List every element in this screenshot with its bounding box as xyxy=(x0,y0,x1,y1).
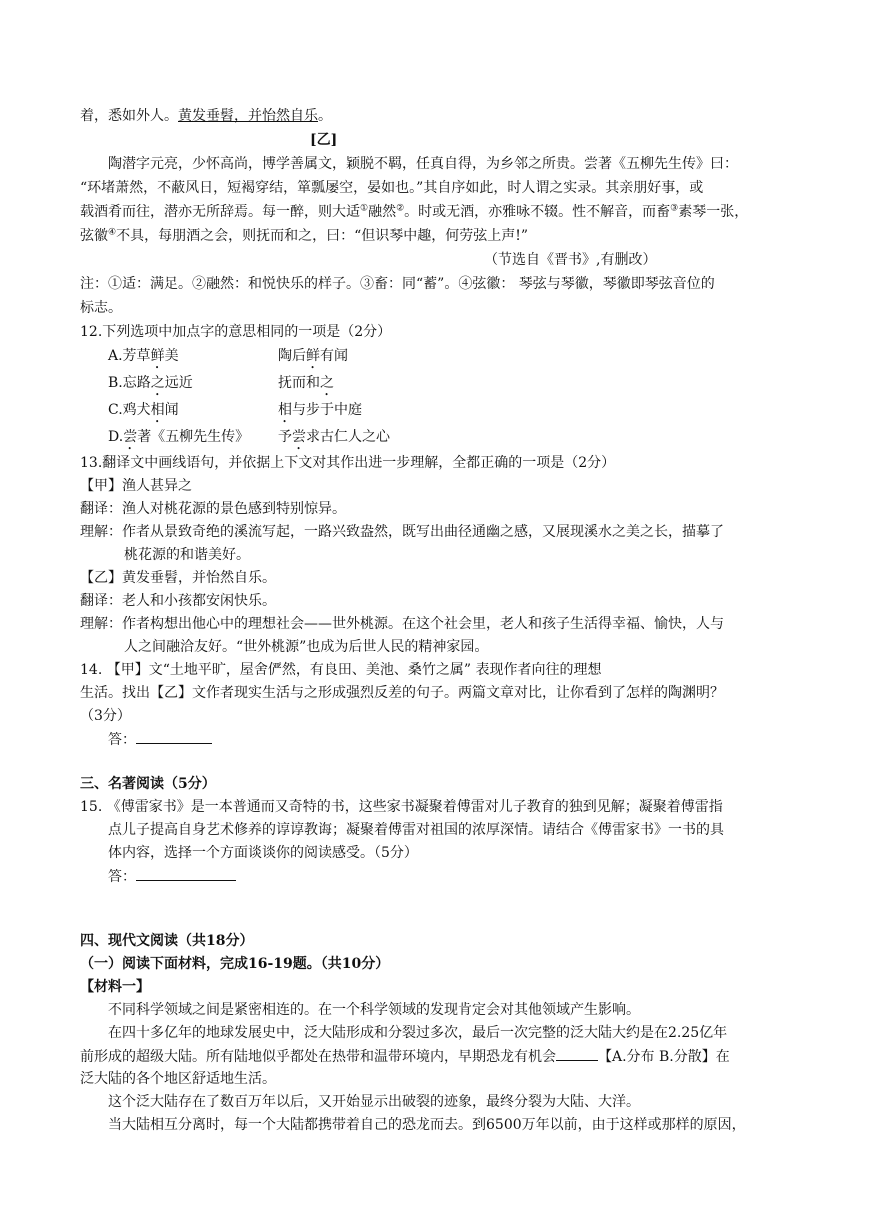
notes-line-2: 标志。 xyxy=(80,300,122,316)
material-1-para-2b[interactable] xyxy=(80,1046,730,1067)
q15-answer-blank[interactable] xyxy=(136,866,236,881)
section-4-heading: 四、现代文阅读（共18分） xyxy=(80,933,254,949)
footnote-mark-4: ④ xyxy=(108,227,117,238)
q12-b-r-dot: 之 xyxy=(320,375,334,391)
yi-text-line-3 xyxy=(80,202,748,222)
yi-l3-a: 载酒肴而往，潜亦无所辞焉。每一醉，则大适 xyxy=(80,204,360,220)
fill-blank[interactable] xyxy=(556,1046,598,1061)
q12-a-r-pre: 陶后 xyxy=(278,348,306,364)
q12-c-r-post: 与步于中庭 xyxy=(292,402,362,418)
section-4-subheading: （一）阅读下面材料，完成16-19题。（共10分） xyxy=(80,956,390,972)
yi-text-line-2: “环堵萧然，不蔽风日，短褐穿结，箪瓢屡空，晏如也。”其自序如此，时人谓之实录。其亲朋好事，或 xyxy=(80,180,704,196)
q12-d-l-pre: D. xyxy=(108,429,124,445)
q13-jia-understanding-2: 桃花源的和谐美好。 xyxy=(124,547,250,563)
q12-c-l-dot: 相 xyxy=(150,402,165,418)
q12-option-d-left xyxy=(108,427,249,453)
q15-line-1: 15. 《傅雷家书》是一本普通而又奇特的书，这些家书凝聚着傅雷对儿子教育的独到见解；凝聚着傅雷指 xyxy=(80,799,723,815)
q15-answer-label: 答： xyxy=(108,869,136,885)
q12-b-l-dot: 之 xyxy=(150,375,165,391)
q14-answer-label: 答： xyxy=(108,732,136,748)
material-1-para-2d: 泛大陆的各个地区舒适地生活。 xyxy=(80,1071,276,1087)
q14-line-3: （3分） xyxy=(80,708,131,724)
q12-option-c-right xyxy=(278,400,362,426)
q13-stem: 13.翻译文中画线语句，并依据上下文对其作出进一步理解，全都正确的一项是（2分） xyxy=(80,455,616,471)
q12-d-r-post: 求古仁人之心 xyxy=(306,429,390,445)
yi-l3-c: 。时或无酒，亦雅咏不辍。性不解音，而畜 xyxy=(404,204,671,220)
q12-a-l-post: 美 xyxy=(164,348,179,364)
q15-answer-line[interactable] xyxy=(108,866,236,887)
material-1-para-1: 不同科学领域之间是紧密相连的。在一个科学领域的发现肯定会对其他领域产生影响。 xyxy=(108,1002,640,1018)
q12-stem: 12.下列选项中加点字的意思相同的一项是（2分） xyxy=(80,324,392,340)
q13-jia-label: 【甲】渔人甚异之 xyxy=(80,478,192,494)
q13-yi-understanding-1: 理解：作者构想出他心中的理想社会——世外桃源。在这个社会里，老人和孩子生活得幸福、愉快，人与 xyxy=(80,616,724,632)
yi-text-line-4 xyxy=(80,226,528,246)
q12-b-l-post: 远近 xyxy=(164,375,193,391)
jia-tail-line xyxy=(80,106,332,126)
material-1-label: 【材料一】 xyxy=(80,979,150,995)
yi-heading: [乙] xyxy=(310,132,338,148)
material-1-para-3: 这个泛大陆存在了数百万年以后，又开始显示出破裂的迹象，最终分裂为大陆、大洋。 xyxy=(108,1094,640,1110)
underlined-sentence: 黄发垂髫，并怡然自乐 xyxy=(178,108,318,124)
q14-answer-line[interactable] xyxy=(108,729,212,750)
q12-option-c-left xyxy=(108,400,179,426)
q14-line-2: 生活。找出【乙】文作者现实生活与之形成强烈反差的句子。两篇文章对比，让你看到了怎样的陶渊明？ xyxy=(80,685,724,701)
q14-answer-blank[interactable] xyxy=(136,729,212,744)
q12-d-r-dot: 尝 xyxy=(292,429,306,445)
para-2b-text: 前形成的超级大陆。所有陆地似乎都处在热带和温带环境内，早期恐龙有机会 xyxy=(80,1049,556,1065)
q12-d-l-dot: 尝 xyxy=(123,429,138,445)
q15-line-2: 点儿子提高自身艺术修养的谆谆教诲；凝聚着傅雷对祖国的浓厚深情。请结合《傅雷家书》一书的具 xyxy=(108,822,724,838)
q12-a-r-post: 有闻 xyxy=(320,348,348,364)
footnote-mark-3: ③ xyxy=(670,203,679,214)
q12-option-a-left xyxy=(108,346,179,372)
jia-tail-text: 着，悉如外人。 xyxy=(80,108,178,124)
yi-l3-b: 融然 xyxy=(368,204,397,220)
q12-option-d-right xyxy=(278,427,390,453)
q12-d-r-pre: 予 xyxy=(278,429,292,445)
q12-d-l-post: 著《五柳先生传》 xyxy=(137,429,250,445)
material-1-para-2a: 在四十多亿年的地球发展史中，泛大陆形成和分裂过多次，最后一次完整的泛大陆大约是在2.25亿年 xyxy=(108,1025,728,1041)
q12-option-a-right xyxy=(278,346,348,372)
yi-l4-b: 不具，每朋酒之会，则抚而和之，曰：“但识琴中趣，何劳弦上声!” xyxy=(116,228,529,244)
q12-a-r-dot: 鲜 xyxy=(306,348,320,364)
q12-a-l-pre: A.芳草 xyxy=(108,348,151,364)
footnote-mark-2: ② xyxy=(396,203,405,214)
q13-yi-translation: 翻译：老人和小孩都安闲快乐。 xyxy=(80,593,276,609)
jia-tail-period: 。 xyxy=(318,108,332,124)
q13-yi-label: 【乙】黄发垂髫，并怡然自乐。 xyxy=(80,570,276,586)
yi-source: （节选自《晋书》,有删改） xyxy=(484,252,657,268)
material-1-para-4: 当大陆相互分离时，每一个大陆都携带着自己的恐龙而去。到6500万年以前，由于这样或那样的原因， xyxy=(108,1117,746,1133)
yi-l4-a: 弦徽 xyxy=(80,228,108,244)
q13-yi-understanding-2: 人之间融洽友好。“世外桃源”也成为后世人民的精神家园。 xyxy=(124,639,489,655)
q12-c-l-post: 闻 xyxy=(164,402,179,418)
q12-b-r-pre: 抚而和 xyxy=(278,375,320,391)
choice-options: 【A.分布 B.分散】在 xyxy=(598,1049,730,1065)
q12-option-b-left xyxy=(108,373,193,399)
q12-c-r-dot: 相 xyxy=(278,402,292,418)
q12-a-l-dot: 鲜 xyxy=(150,348,165,364)
q13-jia-translation: 翻译：渔人对桃花源的景色感到特别惊异。 xyxy=(80,501,346,517)
q15-line-3: 体内容，选择一个方面谈谈你的阅读感受。（5分） xyxy=(108,845,418,861)
q12-b-l-pre: B.忘路 xyxy=(108,375,151,391)
q12-option-b-right xyxy=(278,373,334,399)
q14-line-1: 14. 【甲】文“土地平旷，屋舍俨然，有良田、美池、桑竹之属” 表现作者向往的理想 xyxy=(80,662,602,678)
yi-l3-d: 素琴一张， xyxy=(678,204,749,220)
yi-text-line-1: 陶潜字元亮，少怀高尚，博学善属文，颖脱不羁，任真自得，为乡邻之所贵。尝著《五柳先生传》曰： xyxy=(108,156,738,172)
footnote-mark-1: ① xyxy=(360,203,369,214)
notes-line-1: 注：①适：满足。②融然：和悦快乐的样子。③畜：同“蓄”。④弦徽： 琴弦与琴徽，琴徽即琴弦音位的 xyxy=(80,276,715,292)
section-3-heading: 三、名著阅读（5分） xyxy=(80,776,216,792)
q13-jia-understanding-1: 理解：作者从景致奇绝的溪流写起，一路兴致盎然，既写出曲径通幽之感，又展现溪水之美之长，描摹了 xyxy=(80,524,724,540)
q12-c-l-pre: C.鸡犬 xyxy=(108,402,151,418)
